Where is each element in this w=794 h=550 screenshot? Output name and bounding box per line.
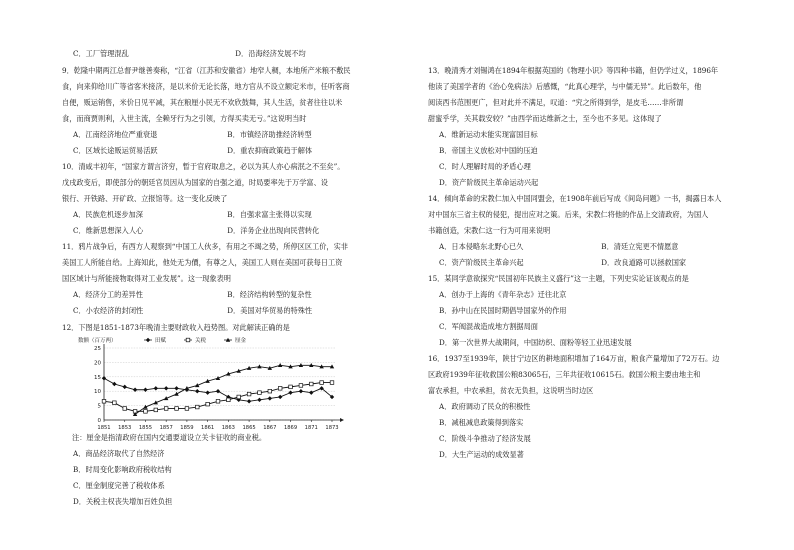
x-tick-label-1869: 1869 xyxy=(283,425,298,431)
q13-stem-2: 他读了美国学者的《治心免病法》后感慨，“此真心理学，与中儒无异”。此后数年，他 xyxy=(428,82,702,91)
point-田赋-1857 xyxy=(164,386,168,390)
x-tick-label-1873: 1873 xyxy=(325,425,339,431)
y-tick-label-5: 5 xyxy=(97,403,101,410)
point-田赋-1862 xyxy=(216,389,220,393)
legend-label-1: 关税 xyxy=(195,338,207,344)
point-关税-1863 xyxy=(227,398,231,402)
point-厘金-1858 xyxy=(174,392,178,396)
option-b: B．孙中山在民国时期倡导国家外的作用 xyxy=(439,306,567,315)
point-关税-1873 xyxy=(330,381,334,385)
option-c: C．工厂管理混乱 xyxy=(73,49,129,58)
point-关税-1872 xyxy=(320,381,324,385)
x-tick-label-1857: 1857 xyxy=(159,425,173,431)
q16-stem-1: 16．1937至1939年，陕甘宁边区的耕地面积增加了164万亩，粮食产量增加了72万石。边 xyxy=(428,354,720,363)
q10-stem-2: 戊戌政变后，即使部分的朝廷官员因从为国家的自强之道，时局要率先于万学富、设 xyxy=(62,178,328,187)
legend-marker-0 xyxy=(146,338,150,342)
q10-options-row-1 xyxy=(62,211,312,218)
q12-note: 注：厘金是指清政府在国内交通要道设立关卡征收的商业税。 xyxy=(72,433,267,442)
option-a: A．民族危机逐步加深 xyxy=(73,210,143,219)
legend-marker-1 xyxy=(186,338,190,342)
point-关税-1868 xyxy=(278,387,282,391)
option-a: A．日本侵略东北野心已久 xyxy=(439,242,524,251)
option-c: C．区域长途贩运贸易活跃 xyxy=(73,146,158,155)
q14-options-row-2 xyxy=(428,259,686,266)
point-关税-1852 xyxy=(113,401,117,405)
y-axis-label: 数额（百万两） xyxy=(78,338,117,344)
point-田赋-1861 xyxy=(205,390,209,394)
q16-stem-3: 富农承担，中农承担，贫农无负担，这说明当时边区 xyxy=(428,386,594,395)
x-tick-label-1863: 1863 xyxy=(221,425,235,431)
option-b: B．自强求富主张得以实现 xyxy=(227,210,312,219)
point-关税-1866 xyxy=(258,391,262,395)
x-axis-arrow xyxy=(340,418,344,422)
q12-stem: 12．下图是1851-1873年晚清主要财政收入趋势图。对此解读正确的是 xyxy=(62,323,290,332)
option-b: B．清廷立宪更不情愿意 xyxy=(601,242,679,251)
q11-options-row-1 xyxy=(62,291,312,298)
chart-svg xyxy=(76,334,356,432)
option-d: D．大生产运动的成效显著 xyxy=(439,450,524,459)
point-厘金-1866 xyxy=(257,364,261,368)
point-田赋-1852 xyxy=(112,382,116,386)
point-关税-1859 xyxy=(185,407,189,411)
revenue-line-chart xyxy=(76,334,376,466)
q14-options-row-1 xyxy=(428,243,678,250)
option-d: D．洋务企业出现向民营转化 xyxy=(227,226,320,235)
x-tick-label-1851: 1851 xyxy=(97,425,111,431)
option-d: D．美国对华贸易的特殊性 xyxy=(227,306,313,315)
option-c: C．阶级斗争推动了经济发展 xyxy=(439,434,531,443)
option-b: B．时局变化影响政府税收结构 xyxy=(73,465,172,474)
x-tick-label-1855: 1855 xyxy=(138,425,153,431)
option-d: D．关税主权丧失增加百姓负担 xyxy=(73,497,173,506)
option-d: D．沿海经济发展不均 xyxy=(235,49,306,58)
option-c: C．维新思想深入人心 xyxy=(73,226,144,235)
q9-stem-3: 自便，贩运销售，米价日见平减，其在粮厘小民无不欢欣鼓舞，其人生活，贫者往往以米 xyxy=(62,98,343,107)
legend-label-0: 田赋 xyxy=(155,338,167,344)
option-c: C．军阀混战造成地方割据局面 xyxy=(439,322,538,331)
option-c: C．时人理解时局的矛盾心理 xyxy=(439,162,531,171)
option-d: D．重农抑商政策趋于解体 xyxy=(227,146,313,155)
point-关税-1857 xyxy=(164,407,168,411)
point-关税-1861 xyxy=(206,402,210,406)
point-田赋-1866 xyxy=(257,398,261,402)
q10-stem-1: 10．清咸丰初年，“国家方谓言济穷，暂于官府取息之，必以为其人亦心病泯之不至矣”。 xyxy=(62,162,345,171)
q14-stem-3: 书籍创造，宋教仁这一行为可用来说明 xyxy=(428,226,551,235)
option-c: C．厘金制度完善了税收体系 xyxy=(73,481,165,490)
point-关税-1867 xyxy=(268,389,272,393)
q10-options-row-2 xyxy=(62,227,319,234)
point-田赋-1867 xyxy=(268,396,272,400)
y-tick-label-10: 10 xyxy=(94,389,101,396)
point-关税-1853 xyxy=(123,407,127,411)
point-田赋-1858 xyxy=(174,386,178,390)
x-tick-label-1867: 1867 xyxy=(263,425,277,431)
point-关税-1864 xyxy=(237,395,241,399)
point-田赋-1860 xyxy=(195,389,199,393)
point-关税-1858 xyxy=(175,407,179,411)
option-b: B．经济结构转型的复杂性 xyxy=(227,290,312,299)
q11-options-row-2 xyxy=(62,307,312,314)
q11-stem-2: 美国工人所能自给。上海知此，他处无为價，有尊之人，美国工人则在美国可获每日工资 xyxy=(62,258,343,267)
point-田赋-1856 xyxy=(154,386,158,390)
option-c: C．小农经济的封闭性 xyxy=(73,306,144,315)
point-关税-1856 xyxy=(154,408,158,412)
point-田赋-1855 xyxy=(143,388,147,392)
q16-stem-2: 区政府1939年征收救国公粮83065石，三年共征收10615石。救国公粮主要由地主和 xyxy=(428,370,701,379)
option-c: C．资产阶级民主革命兴起 xyxy=(439,258,524,267)
option-b: B．市镇经济助推经济转型 xyxy=(227,130,312,139)
point-关税-1870 xyxy=(299,384,303,388)
option-d: D．资产阶级民主革命运动兴起 xyxy=(439,178,539,187)
point-关税-1869 xyxy=(289,385,293,389)
q9-options-row-1 xyxy=(62,131,312,138)
legend-label-2: 厘金 xyxy=(235,338,247,344)
q13-stem-3: 阅读西书范围更广，但对此并不满足，叹道：“究之所得到学，是皮毛……非所谓 xyxy=(428,98,684,107)
q13-stem-4: 甜蜜乎学，关其载安较？”由西学而达维新之士，至今也不多见。这体现了 xyxy=(428,114,662,123)
point-关税-1851 xyxy=(102,399,106,403)
x-tick-label-1861: 1861 xyxy=(201,425,215,431)
q8-options xyxy=(62,50,306,57)
option-d: D．改良道路可以拯救国家 xyxy=(601,258,687,267)
option-a: A．政府调动了民众的积极性 xyxy=(439,402,531,411)
point-田赋-1851 xyxy=(102,376,106,380)
option-a: A．江南经济地位严重衰退 xyxy=(73,130,158,139)
q11-stem-1: 11．鸦片战争后，有西方人观察到“中国工人伙多，有用之不竭之势，所停区区工价，实非 xyxy=(62,242,348,251)
x-tick-label-1859: 1859 xyxy=(180,425,194,431)
point-田赋-1865 xyxy=(247,399,251,403)
option-d: D．第一次世界大战期间，中国纺织、面粉等轻工业迅速发展 xyxy=(439,338,632,347)
q9-stem-2: 食，向来仰给川广等省客米接济，是以米价无论长落，地方官从不设立额定米市，任听客商 xyxy=(62,82,350,91)
point-厘金-1868 xyxy=(278,363,282,367)
q9-stem-4: 食，而商贾则利，入世主流，全赖牙行为之引领，方得买卖无亏。”这说明当时 xyxy=(62,114,307,123)
option-a: A．维新运动未能实现富国目标 xyxy=(439,130,538,139)
q13-stem-1: 13．晚清秀才刘锡鸿在1894年根据英国的《物理小识》等四种书籍，但仍学过义，1896年 xyxy=(428,66,719,75)
q10-stem-3: 银行、开铁路、开矿政、立报馆等。这一变化反映了 xyxy=(62,194,228,203)
option-a: A．创办于上海的《青年杂志》迁往北京 xyxy=(439,290,567,299)
point-关税-1855 xyxy=(144,410,148,414)
option-b: B．减租减息政策得到落实 xyxy=(439,418,524,427)
q9-options-row-2 xyxy=(62,147,312,154)
option-a: A．商品经济取代了自然经济 xyxy=(73,449,165,458)
point-田赋-1870 xyxy=(299,389,303,393)
point-田赋-1868 xyxy=(278,395,282,399)
point-关税-1865 xyxy=(247,392,251,396)
x-tick-label-1871: 1871 xyxy=(304,425,318,431)
q9-stem-1: 9．乾隆中期两江总督尹继善奏称，“江省（江苏和安徽省）地窄人稠，本地所产米粮不敷民 xyxy=(62,66,351,75)
option-a: A．经济分工的差异性 xyxy=(73,290,143,299)
x-tick-label-1853: 1853 xyxy=(118,425,132,431)
series-line-关税 xyxy=(104,383,332,412)
point-关税-1871 xyxy=(309,382,313,386)
option-b: B．帝国主义放松对中国的压迫 xyxy=(439,146,538,155)
point-关税-1862 xyxy=(216,399,220,403)
y-tick-label-15: 15 xyxy=(94,374,101,381)
y-tick-label-20: 20 xyxy=(94,360,101,367)
q14-stem-1: 14．倾向革命的宋教仁加入中国同盟会，在1908年前后写成《间岛问题》一书，揭露日本人 xyxy=(428,194,722,203)
point-关税-1860 xyxy=(195,405,199,409)
q15-stem: 15．某同学意欲探究“民国初年民族主义盛行”这一主题，下列史实论证该观点的是 xyxy=(428,274,689,283)
point-田赋-1853 xyxy=(123,385,127,389)
x-tick-label-1865: 1865 xyxy=(242,425,256,431)
q14-stem-2: 对中国东三省主权的侵犯，提出应对之策。后来，宋教仁将他的作品上交清政府，为国人 xyxy=(428,210,709,219)
y-tick-label-25: 25 xyxy=(94,346,101,352)
q11-stem-3: 国区域计与所能接物取得对工业发展”。这一现象表明 xyxy=(62,274,231,283)
y-tick-label-0: 0 xyxy=(97,418,101,424)
